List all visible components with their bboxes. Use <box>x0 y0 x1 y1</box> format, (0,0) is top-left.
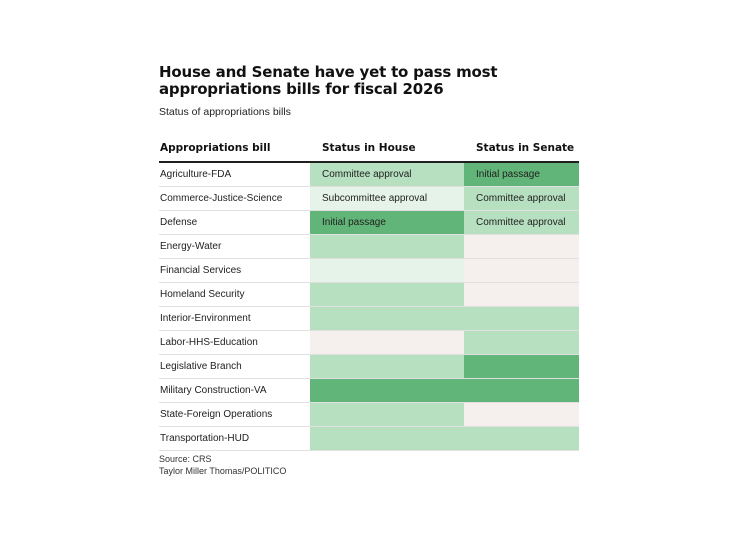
bill-name: State-Foreign Operations <box>160 409 273 420</box>
senate-status-cell <box>464 163 579 186</box>
senate-status-cell <box>464 355 579 378</box>
chart-title: House and Senate have yet to pass most appropriations bills for fiscal 2026 <box>159 63 498 98</box>
bill-name: Financial Services <box>160 265 242 276</box>
table-header <box>159 140 579 163</box>
table-row <box>159 355 579 379</box>
senate-status-label: Committee approval <box>476 193 566 204</box>
house-status-cell <box>310 427 464 450</box>
senate-status-cell <box>464 187 579 210</box>
status-table <box>159 140 579 451</box>
house-status-cell <box>310 403 464 426</box>
table-row <box>159 379 579 403</box>
source-text: Source: CRS <box>159 454 212 464</box>
house-status-label: Subcommittee approval <box>322 193 428 204</box>
chart-figure <box>159 63 579 476</box>
table-row <box>159 427 579 451</box>
senate-status-cell <box>464 211 579 234</box>
table-row <box>159 331 579 355</box>
house-status-cell <box>310 187 464 210</box>
senate-status-label: Initial passage <box>476 169 540 180</box>
senate-status-cell <box>464 331 579 354</box>
chart-subtitle: Status of appropriations bills <box>159 106 291 118</box>
bill-name: Commerce-Justice-Science <box>160 193 283 204</box>
table-row <box>159 403 579 427</box>
table-row <box>159 259 579 283</box>
senate-status-cell <box>464 427 579 450</box>
house-status-cell <box>310 211 464 234</box>
bill-name: Homeland Security <box>160 289 245 300</box>
house-status-cell <box>310 163 464 186</box>
senate-status-cell <box>464 259 579 282</box>
house-status-cell <box>310 283 464 306</box>
table-row <box>159 307 579 331</box>
table-row <box>159 235 579 259</box>
bill-name: Agriculture-FDA <box>160 169 232 180</box>
header-senate: Status in Senate <box>476 142 575 154</box>
table-row <box>159 283 579 307</box>
table-row <box>159 163 579 187</box>
bill-name: Energy-Water <box>160 241 222 252</box>
senate-status-cell <box>464 403 579 426</box>
table-row <box>159 211 579 235</box>
senate-status-cell <box>464 379 579 402</box>
house-status-cell <box>310 355 464 378</box>
table-body <box>159 163 579 451</box>
senate-status-cell <box>464 307 579 330</box>
senate-status-cell <box>464 283 579 306</box>
header-house: Status in House <box>322 142 416 154</box>
credit-text: Taylor Miller Thomas/POLITICO <box>159 466 287 476</box>
house-status-cell <box>310 331 464 354</box>
bill-name: Interior-Environment <box>160 313 251 324</box>
house-status-label: Committee approval <box>322 169 412 180</box>
house-status-label: Initial passage <box>322 217 386 228</box>
table-row <box>159 187 579 211</box>
bill-name: Transportation-HUD <box>160 433 250 444</box>
bill-name: Defense <box>160 217 198 228</box>
header-bill: Appropriations bill <box>160 142 271 154</box>
source-note <box>159 453 286 477</box>
house-status-cell <box>310 235 464 258</box>
senate-status-cell <box>464 235 579 258</box>
senate-status-label: Committee approval <box>476 217 566 228</box>
house-status-cell <box>310 379 464 402</box>
bill-name: Labor-HHS-Education <box>160 337 258 348</box>
bill-name: Military Construction-VA <box>160 385 267 396</box>
house-status-cell <box>310 307 464 330</box>
house-status-cell <box>310 259 464 282</box>
bill-name: Legislative Branch <box>160 361 242 372</box>
